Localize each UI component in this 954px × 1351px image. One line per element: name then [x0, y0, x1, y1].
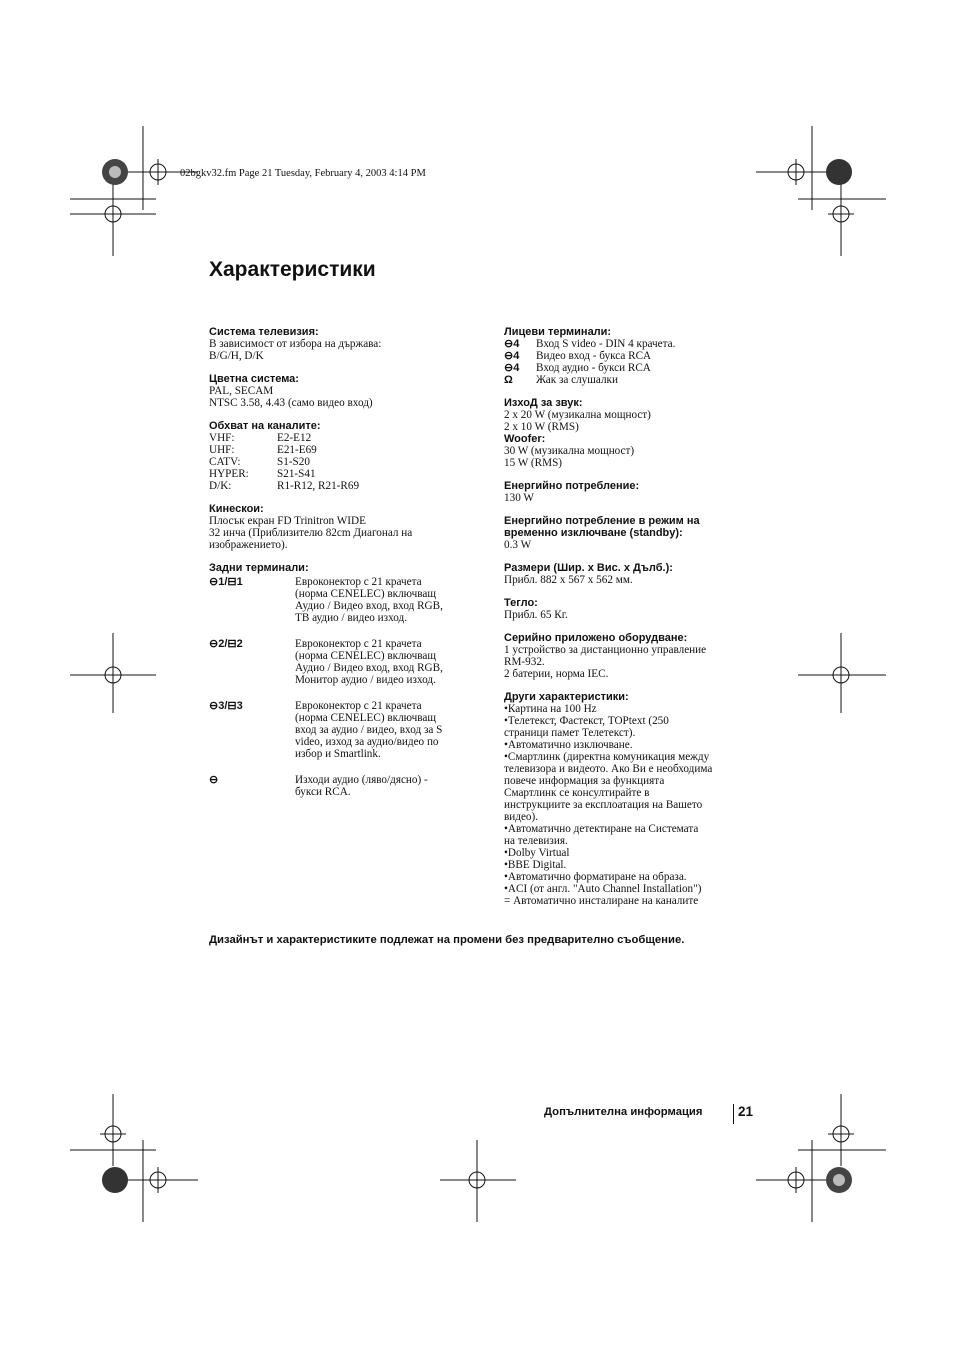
- terminal-line: (норма CENELEC) включващ: [295, 588, 436, 600]
- section-line: 2 x 20 W (музикална мощност): [504, 409, 651, 421]
- terminal-line: (норма CENELEC) включващ: [295, 650, 436, 662]
- woofer-section: [504, 433, 754, 469]
- feature-line: = Автоматично инсталиране на каналите: [504, 895, 699, 907]
- feature-line: на телевизия.: [504, 835, 568, 847]
- terminal-line: video, изход за аудио/видео по: [295, 736, 439, 748]
- band-range: E21-E69: [277, 444, 317, 456]
- feature-line: Смартлинк се консултирайте в: [504, 787, 650, 799]
- right-column: [504, 326, 754, 918]
- section-heading: Енергийно потребление:: [504, 480, 640, 492]
- other-features-section: [504, 691, 754, 907]
- front-terminal-item: [504, 350, 754, 362]
- section-line: 30 W (музикална мощност): [504, 445, 635, 457]
- sound-output-section: [504, 397, 754, 433]
- section-heading: Задни терминали:: [209, 562, 309, 574]
- front-terminal-item: [504, 362, 754, 374]
- power-consumption-section: [504, 480, 754, 504]
- terminal-text: Видео вход - букса RCA: [536, 350, 652, 362]
- registration-rosette-icon: [102, 1167, 128, 1193]
- footer-divider: [733, 1104, 734, 1124]
- feature-line: телевизора и видеото. Ако Ви е необходима: [504, 763, 713, 775]
- section-line: Прибл. 65 Кг.: [504, 609, 568, 621]
- channel-row: [209, 480, 499, 492]
- section-line: B/G/H, D/K: [209, 350, 264, 362]
- feature-line: видео).: [504, 811, 539, 823]
- feature-line: •Dolby Virtual: [504, 847, 570, 859]
- s-video-input-icon: ⊖4: [504, 338, 520, 350]
- front-terminal-item: [504, 374, 754, 386]
- section-line: 0.3 W: [504, 539, 532, 551]
- page-title: Характеристики: [209, 258, 376, 281]
- section-line: 130 W: [504, 492, 534, 504]
- channel-row: [209, 468, 499, 480]
- feature-line: •Телетекст, Фастекст, TOPtext (250: [504, 715, 669, 727]
- dimensions-section: [504, 562, 754, 586]
- feature-line: страници памет Телетекст).: [504, 727, 636, 739]
- front-terminal-item: [504, 338, 754, 350]
- section-heading: Серийно приложено оборудване:: [504, 632, 688, 644]
- section-heading: Обхват на каналите:: [209, 420, 321, 432]
- terminal-line: (норма CENELEC) включващ: [295, 712, 436, 724]
- section-heading: Тегло:: [504, 597, 538, 609]
- terminal-line: Монитор аудио / видео изход.: [295, 674, 436, 686]
- band-range: E2-E12: [277, 432, 312, 444]
- scart-connector-icon: ⊖2/⊟2: [209, 638, 243, 650]
- band-range: S1-S20: [277, 456, 310, 468]
- section-heading: Енергийно потребление в режим на: [504, 515, 700, 527]
- channel-row: [209, 456, 499, 468]
- band-label: UHF:: [209, 444, 235, 456]
- terminal-line: вход за аудио / видео, вход за S: [295, 724, 443, 736]
- terminal-line: букси RCA.: [295, 786, 351, 798]
- band-label: D/K:: [209, 480, 232, 492]
- terminal-line: избор и Smartlink.: [295, 748, 381, 760]
- section-heading: Цветна система:: [209, 373, 299, 385]
- terminal-text: Жак за слушалки: [536, 374, 618, 386]
- channel-coverage-section: [209, 420, 499, 492]
- section-line: 32 инча (Приблизителю 82cm Диагонал на: [209, 527, 413, 539]
- feature-line: инструкциите за експлоатация на Вашето: [504, 799, 703, 811]
- section-heading: Лицеви терминали:: [504, 326, 612, 338]
- band-label: CATV:: [209, 456, 241, 468]
- color-system-section: [209, 373, 499, 409]
- video-input-icon: ⊖4: [504, 350, 520, 362]
- standby-power-section: [504, 515, 754, 551]
- feature-line: •BBE Digital.: [504, 859, 567, 871]
- footer-section-label: Допълнителна информация: [544, 1106, 703, 1118]
- section-line: Плосък екран FD Trinitron WIDE: [209, 515, 366, 527]
- band-label: VHF:: [209, 432, 235, 444]
- rear-terminal-item: [209, 638, 499, 686]
- terminal-line: Евроконектор с 21 крачета: [295, 638, 422, 650]
- picture-tube-section: [209, 503, 499, 551]
- page-number: 21: [738, 1104, 754, 1119]
- audio-output-icon: ⊖: [209, 774, 219, 786]
- section-line: RM-932.: [504, 656, 545, 668]
- terminal-line: Изходи аудио (ляво/дясно) -: [295, 774, 428, 786]
- band-range: R1-R12, R21-R69: [277, 480, 360, 492]
- section-line: 1 устройство за дистанционно управление: [504, 644, 707, 656]
- weight-section: [504, 597, 754, 621]
- feature-line: •Смартлинк (директна комуникация между: [504, 751, 710, 763]
- terminal-line: Евроконектор с 21 крачета: [295, 700, 422, 712]
- section-heading: Размери (Шир. x Вис. x Дълб.):: [504, 562, 673, 574]
- file-header-line: 02bgkv32.fm Page 21 Tuesday, February 4, 2003 4:14 PM: [180, 168, 426, 179]
- section-heading: Система телевизия:: [209, 326, 319, 338]
- section-line: Прибл. 882 x 567 x 562 мм.: [504, 574, 633, 586]
- section-line: 2 x 10 W (RMS): [504, 421, 579, 433]
- scart-connector-icon: ⊖1/⊟1: [209, 576, 243, 588]
- front-terminals-section: [504, 326, 754, 386]
- section-heading: временно изключване (standby):: [504, 527, 683, 539]
- terminal-line: Аудио / Видео вход, вход RGB,: [295, 662, 443, 674]
- band-range: S21-S41: [277, 468, 316, 480]
- terminal-text: Вход S video - DIN 4 крачета.: [536, 338, 676, 350]
- rear-terminal-item: [209, 700, 499, 760]
- section-heading: Woofer:: [504, 433, 546, 445]
- section-line: NTSC 3.58, 4.43 (само видео вход): [209, 397, 373, 409]
- terminal-line: Аудио / Видео вход, вход RGB,: [295, 600, 443, 612]
- tv-system-section: [209, 326, 499, 362]
- audio-input-icon: ⊖4: [504, 362, 520, 374]
- channel-row: [209, 432, 499, 444]
- terminal-line: Евроконектор с 21 крачета: [295, 576, 422, 588]
- section-line: В зависимост от избора на държава:: [209, 338, 382, 350]
- headphones-icon: Ω: [504, 374, 513, 386]
- feature-line: •Автоматично форматиране на образа.: [504, 871, 687, 883]
- section-line: PAL, SECAM: [209, 385, 274, 397]
- feature-line: •ACI (от англ. "Auto Channel Installation"): [504, 883, 702, 895]
- section-line: 15 W (RMS): [504, 457, 563, 469]
- band-label: HYPER:: [209, 468, 249, 480]
- section-line: 2 батерии, норма IEC.: [504, 668, 609, 680]
- terminal-line: ТВ аудио / видео изход.: [295, 612, 408, 624]
- rear-terminals-section: [209, 562, 499, 798]
- feature-line: повече информация за функцията: [504, 775, 665, 787]
- section-heading: ИзхоД за звук:: [504, 397, 583, 409]
- rear-terminal-item: [209, 774, 499, 798]
- section-heading: Други характеристики:: [504, 691, 629, 703]
- supplied-accessories-section: [504, 632, 754, 680]
- left-column: [209, 326, 499, 812]
- feature-line: •Автоматично изключване.: [504, 739, 633, 751]
- feature-line: •Автоматично детектиране на Системата: [504, 823, 699, 835]
- change-notice: Дизайнът и характеристиките подлежат на промени без предварително съобщение.: [209, 934, 685, 946]
- channel-row: [209, 444, 499, 456]
- section-line: изображението).: [209, 539, 288, 551]
- rear-terminal-item: [209, 576, 499, 624]
- scart-connector-icon: ⊖3/⊟3: [209, 700, 243, 712]
- section-heading: Кинескои:: [209, 503, 264, 515]
- registration-rosette-icon: [826, 159, 852, 185]
- feature-line: •Картина на 100 Hz: [504, 703, 597, 715]
- terminal-text: Вход аудио - букси RCA: [536, 362, 651, 374]
